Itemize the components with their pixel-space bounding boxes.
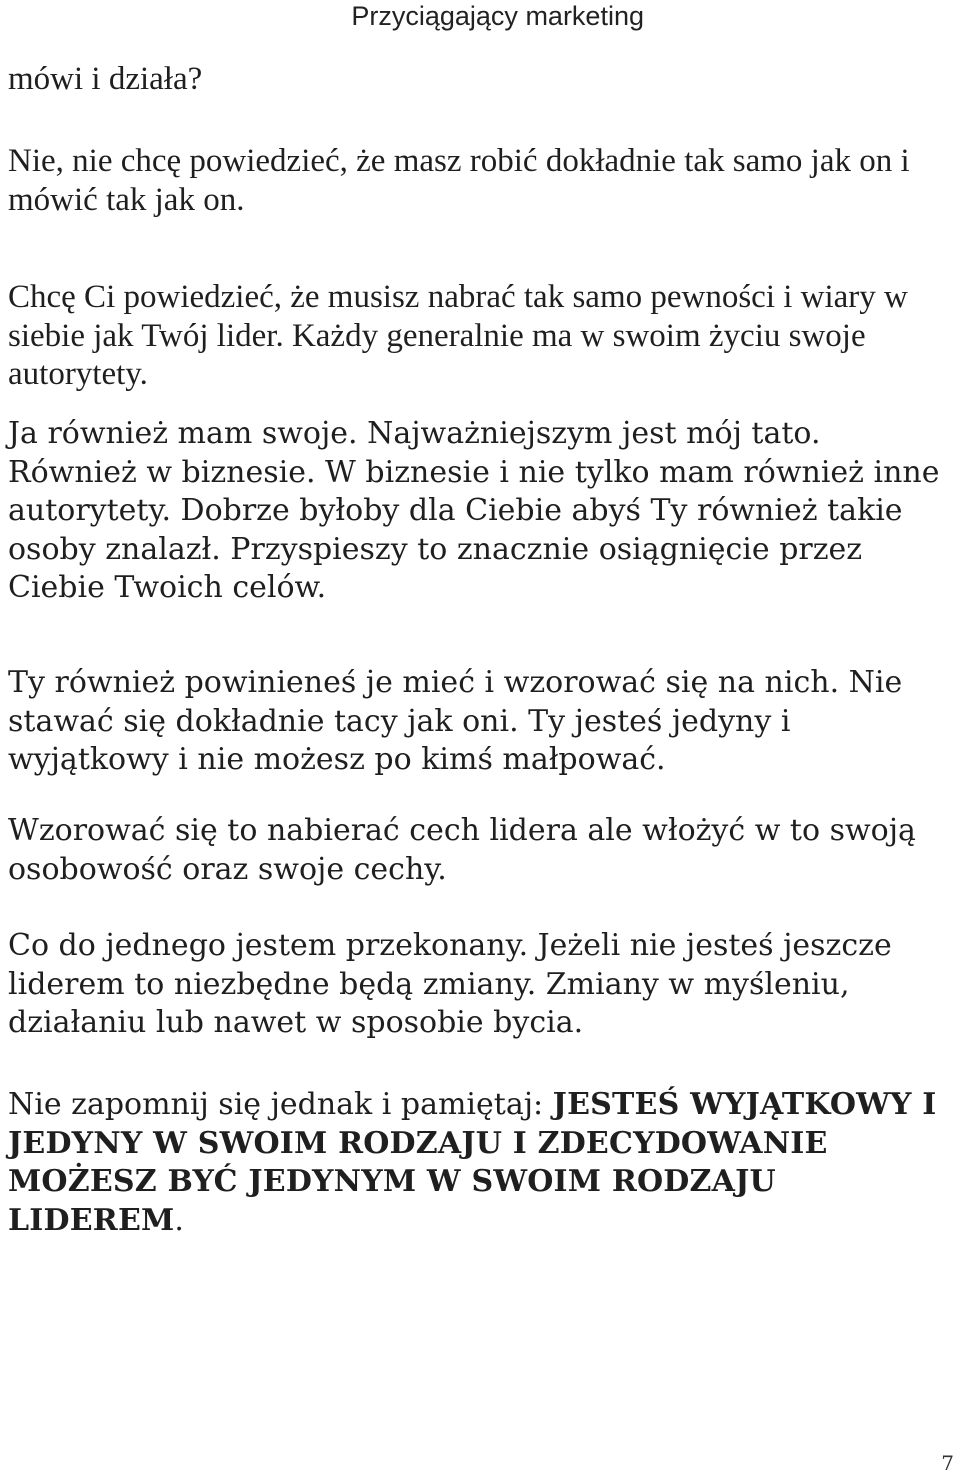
- paragraph-3: Ja również mam swoje. Najważniejszym jest mój tato. Również w biznesie. W biznesie i nie tylko mam również inne autorytety. Dobrze byłoby dla Ciebie abyś Ty również takie osoby znalazł. Przyspieszy to znacznie osiągnięcie przez Ciebie Twoich celów.: [8, 416, 940, 605]
- intro-line: mówi i działa?: [8, 61, 203, 97]
- page-header-title: Przyciągający marketing: [351, 1, 644, 31]
- page-number: 7: [941, 1451, 954, 1475]
- paragraph-7: [8, 1086, 958, 1240]
- paragraph-7-lead: Nie zapomnij się jednak i pamiętaj:: [8, 1087, 553, 1122]
- paragraph-5: Wzorować się to nabierać cech lidera ale włożyć w to swoją osobowość oraz swoje cechy.: [8, 813, 916, 887]
- paragraph-7-emphasis: JESTEŚ WYJĄTKOWY I JEDYNY W SWOIM RODZAJU I ZDECYDOWANIE MOŻESZ BYĆ JEDYNYM W SWOIM RODZAJU LIDEREM: [8, 1087, 937, 1238]
- paragraph-1: Nie, nie chcę powiedzieć, że masz robić dokładnie tak samo jak on i mówić tak jak on.: [8, 143, 910, 218]
- paragraph-7-end: .: [174, 1202, 184, 1238]
- paragraph-6: Co do jednego jestem przekonany. Jeżeli nie jesteś jeszcze liderem to niezbędne będą zmiany. Zmiany w myśleniu, działaniu lub nawet w sposobie bycia.: [8, 928, 892, 1040]
- paragraph-4: Ty również powinieneś je mieć i wzorować się na nich. Nie stawać się dokładnie tacy jak oni. Ty jesteś jedyny i wyjątkowy i nie możesz po kimś małpować.: [8, 665, 903, 777]
- paragraph-2: Chcę Ci powiedzieć, że musisz nabrać tak samo pewności i wiary w siebie jak Twój lider. Każdy generalnie ma w swoim życiu swoje autorytety.: [8, 279, 908, 392]
